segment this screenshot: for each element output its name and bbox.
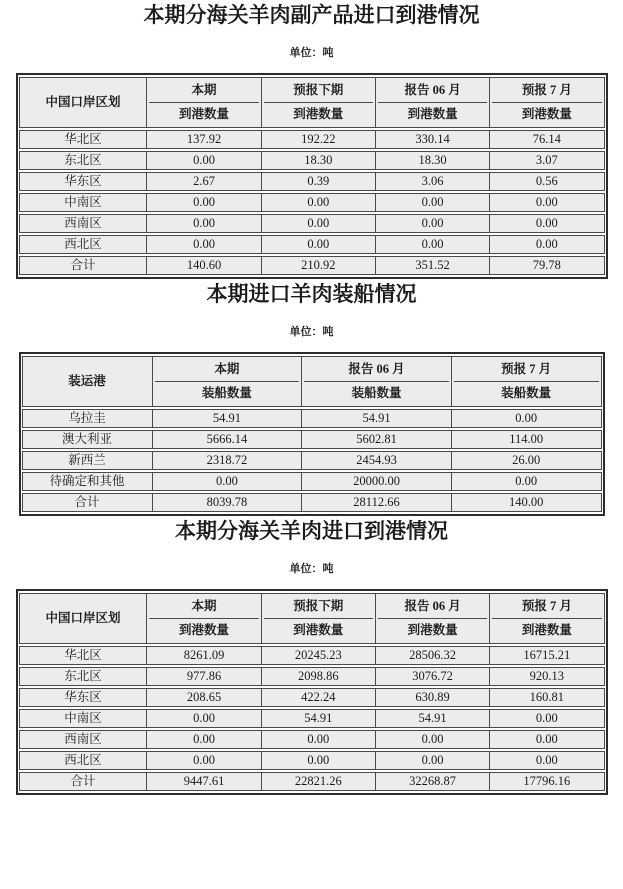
cell: 422.24 [262,688,376,707]
cell: 0.39 [262,172,376,191]
region-label: 西北区 [19,751,148,770]
measure-subheader: 到港数量 [521,623,572,637]
table-row [19,688,605,707]
table-row [22,451,602,470]
measure-subheader: 到港数量 [179,107,230,121]
cell: 0.00 [147,193,261,212]
cell: 0.00 [376,235,490,254]
column-header [147,593,261,644]
table-row [19,709,605,728]
column-header [376,593,490,644]
cell: 28112.66 [302,493,452,512]
cell: 0.00 [490,730,604,749]
cell: 0.00 [147,214,261,233]
cell: 160.81 [490,688,604,707]
region-label: 华北区 [19,646,148,665]
cell: 16715.21 [490,646,604,665]
table-row [19,214,605,233]
cell: 76.14 [490,130,604,149]
cell: 22821.26 [262,772,376,791]
table-row [19,646,605,665]
port-label: 澳大利亚 [22,430,153,449]
cell: 5666.14 [153,430,303,449]
table-row [19,751,605,770]
cell: 140.60 [147,256,261,275]
cell: 0.00 [262,751,376,770]
measure-subheader: 到港数量 [293,623,344,637]
cell: 208.65 [147,688,261,707]
measure-subheader: 装船数量 [351,386,402,400]
cell: 351.52 [376,256,490,275]
cell: 32268.87 [376,772,490,791]
unit-label: 单位：吨 [289,47,334,59]
cell: 137.92 [147,130,261,149]
period-header: 本期 [149,79,258,103]
cell: 0.00 [147,730,261,749]
cell: 54.91 [302,409,452,428]
region-label: 中南区 [19,709,148,728]
column-header [153,356,303,407]
region-label: 西南区 [19,214,148,233]
total-row [22,493,602,512]
region-label: 中南区 [19,193,148,212]
cell: 9447.61 [147,772,261,791]
table-row [19,667,605,686]
cell: 0.00 [147,709,261,728]
total-label: 合计 [22,493,153,512]
column-header [147,77,261,128]
cell: 920.13 [490,667,604,686]
section-title: 本期分海关羊肉副产品进口到港情况 [143,3,480,27]
cell: 0.00 [490,193,604,212]
corner-header: 中国口岸区划 [19,593,148,644]
cell: 0.00 [376,193,490,212]
cell: 0.00 [452,409,602,428]
cell: 0.00 [376,751,490,770]
cell: 0.00 [147,151,261,170]
table-row [19,193,605,212]
cell: 20245.23 [262,646,376,665]
cell: 3.07 [490,151,604,170]
table-row [22,472,602,491]
cell: 2454.93 [302,451,452,470]
cell: 0.00 [262,235,376,254]
cell: 26.00 [452,451,602,470]
column-header [376,77,490,128]
port-label: 待确定和其他 [22,472,153,491]
cell: 3076.72 [376,667,490,686]
lamb-arrivals-table [19,591,605,793]
cell: 5602.81 [302,430,452,449]
cell: 18.30 [376,151,490,170]
byproduct-arrivals-table [19,75,605,277]
region-label: 西南区 [19,730,148,749]
cell: 140.00 [452,493,602,512]
cell: 0.00 [147,235,261,254]
measure-subheader: 到港数量 [407,107,458,121]
cell: 114.00 [452,430,602,449]
region-label: 华东区 [19,172,148,191]
cell: 2098.86 [262,667,376,686]
cell: 0.00 [262,193,376,212]
cell: 79.78 [490,256,604,275]
cell: 0.00 [147,751,261,770]
period-header: 报告 06 月 [304,358,449,382]
column-header [490,593,604,644]
total-row [19,256,605,275]
cell: 977.86 [147,667,261,686]
measure-subheader: 到港数量 [179,623,230,637]
port-label: 乌拉圭 [22,409,153,428]
cell: 0.00 [376,730,490,749]
table-header-row [19,593,605,644]
measure-subheader: 装船数量 [201,386,252,400]
measure-subheader: 到港数量 [407,623,458,637]
cell: 0.00 [376,214,490,233]
table-row [19,172,605,191]
cell: 18.30 [262,151,376,170]
corner-header: 装运港 [22,356,153,407]
lamb-arrivals-table-frame [16,589,608,795]
period-header: 本期 [149,595,258,619]
total-label: 合计 [19,256,148,275]
period-header: 预报下期 [264,595,373,619]
cell: 330.14 [376,130,490,149]
cell: 0.00 [153,472,303,491]
port-label: 新西兰 [22,451,153,470]
cell: 0.00 [452,472,602,491]
table-header-row [19,77,605,128]
cell: 17796.16 [490,772,604,791]
total-label: 合计 [19,772,148,791]
table-row [19,130,605,149]
shipments-table [22,354,602,514]
cell: 2.67 [147,172,261,191]
period-header: 预报 7 月 [454,358,599,382]
region-label: 西北区 [19,235,148,254]
period-header: 本期 [155,358,300,382]
unit-label: 单位：吨 [289,563,334,575]
section-byproduct-arrivals [0,0,623,279]
table-row [19,730,605,749]
region-label: 华东区 [19,688,148,707]
cell: 20000.00 [302,472,452,491]
region-label: 东北区 [19,667,148,686]
byproduct-arrivals-table-frame [16,73,608,279]
cell: 8039.78 [153,493,303,512]
corner-header: 中国口岸区划 [19,77,148,128]
period-header: 报告 06 月 [378,79,487,103]
period-header: 报告 06 月 [378,595,487,619]
cell: 0.00 [262,214,376,233]
period-header: 预报 7 月 [492,79,601,103]
cell: 0.00 [490,235,604,254]
unit-label: 单位：吨 [289,326,334,338]
cell: 54.91 [153,409,303,428]
column-header [262,77,376,128]
section-shipments [0,279,623,516]
cell: 54.91 [262,709,376,728]
cell: 3.06 [376,172,490,191]
column-header [262,593,376,644]
table-row [22,430,602,449]
cell: 630.89 [376,688,490,707]
cell: 0.56 [490,172,604,191]
cell: 28506.32 [376,646,490,665]
period-header: 预报下期 [264,79,373,103]
column-header [490,77,604,128]
section-title: 本期分海关羊肉进口到港情况 [175,519,448,543]
column-header [302,356,452,407]
measure-subheader: 装船数量 [501,386,552,400]
period-header: 预报 7 月 [492,595,601,619]
measure-subheader: 到港数量 [521,107,572,121]
cell: 2318.72 [153,451,303,470]
column-header [452,356,602,407]
cell: 0.00 [490,751,604,770]
cell: 0.00 [490,709,604,728]
section-lamb-arrivals [0,516,623,795]
shipments-table-frame [19,352,605,516]
table-row [19,235,605,254]
cell: 54.91 [376,709,490,728]
table-row [22,409,602,428]
cell: 8261.09 [147,646,261,665]
table-row [19,151,605,170]
cell: 0.00 [262,730,376,749]
section-title: 本期进口羊肉装船情况 [206,282,417,306]
table-header-row [22,356,602,407]
cell: 0.00 [490,214,604,233]
cell: 210.92 [262,256,376,275]
cell: 192.22 [262,130,376,149]
region-label: 华北区 [19,130,148,149]
total-row [19,772,605,791]
measure-subheader: 到港数量 [293,107,344,121]
region-label: 东北区 [19,151,148,170]
